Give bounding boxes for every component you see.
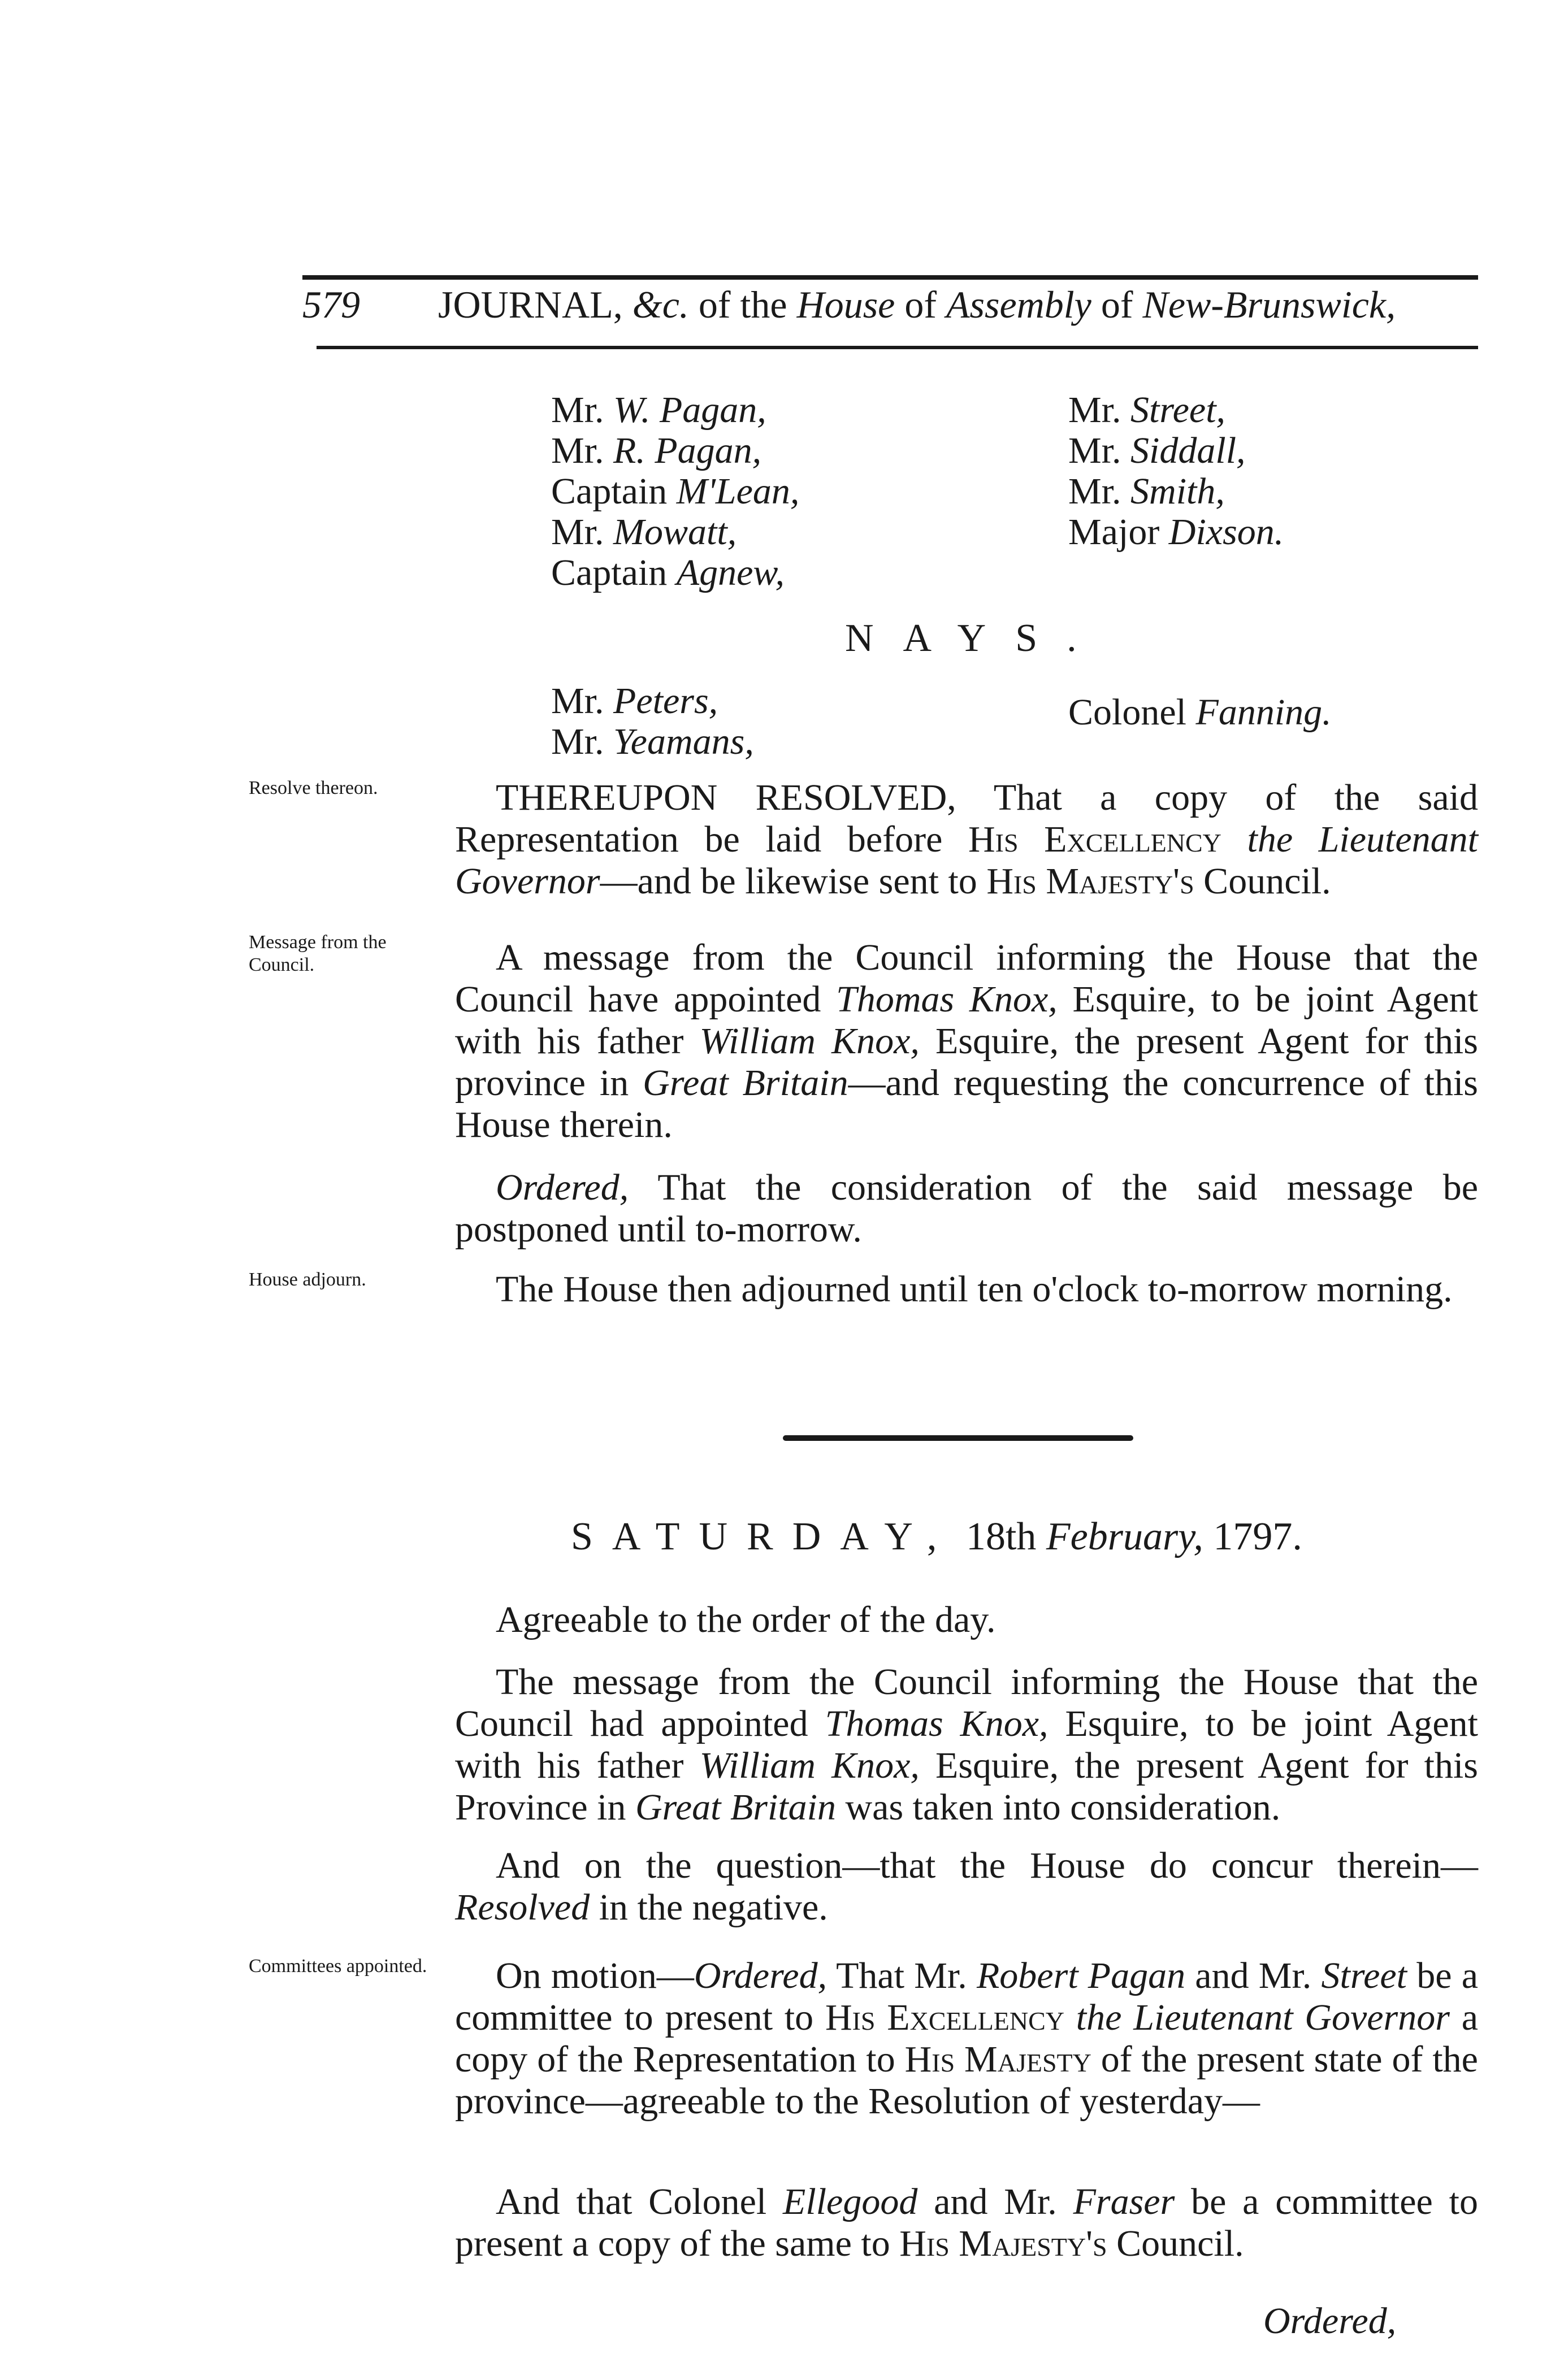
header-rule-top <box>302 275 1478 280</box>
day-heading: SATURDAY, 18th February, 1797. <box>571 1515 1302 1558</box>
yea-name: Mr. Street, <box>1068 389 1226 431</box>
margin-note-adjourn: House adjourn. <box>249 1269 366 1290</box>
page-number: 579 <box>302 283 360 326</box>
margin-note-resolve: Resolve thereon. <box>249 778 378 798</box>
yea-name: Captain M'Lean, <box>551 471 800 512</box>
paragraph-council: The message from the Council informing the House that the Council had appointed Thomas Knox, Esquire, to be joint Agent with his father William Knox, Esquire, the present Agent for this Province in Great Britain was taken into consideration. <box>455 1661 1478 1828</box>
catchword: Ordered, <box>1263 2300 1397 2342</box>
yeas-left-list <box>551 390 799 593</box>
paragraph-resolved: THEREUPON RESOLVED, That a copy of the said Representation be laid before His Excellency the Lieutenant Governor—and be likewise sent to His Majesty's Council. <box>455 777 1479 902</box>
nay-name: Mr. Peters, <box>551 680 718 722</box>
running-header <box>302 283 1478 345</box>
nays-left-list <box>551 681 754 762</box>
paragraph-colonel: And that Colonel Ellegood and Mr. Fraser be a committee to present a copy of the same to His Majesty's Council. <box>455 2181 1478 2264</box>
paragraph-ordered: Ordered, That the consideration of the said message be postponed until to-morrow. <box>455 1167 1478 1250</box>
header-title: JOURNAL, &c. of the House of Assembly of New-Brunswick, <box>438 283 1396 326</box>
paragraph-message: A message from the Council informing the House that the Council have appointed Thomas Knox, Esquire, to be joint Agent with his father William Knox, Esquire, the present Agent for this province in Great Britain—and requesting the concurrence of this House therein. <box>455 937 1479 1145</box>
section-divider <box>783 1435 1133 1441</box>
paragraph-motion: On motion—Ordered, That Mr. Robert Pagan and Mr. Street be a committee to present to His Excellency the Lieutenant Governor a copy of the Representation to His Majesty of the present state of the province—agreeable to the Resolution of yesterday— <box>455 1955 1479 2122</box>
paragraph-agreeable: Agreeable to the order of the day. <box>496 1599 996 1640</box>
nays-heading: NAYS. <box>845 616 1106 660</box>
paragraph-question: And on the question—that the House do concur therein—Resolved in the negative. <box>455 1845 1478 1928</box>
nay-name: Mr. Yeamans, <box>551 721 754 762</box>
yeas-right-list <box>1068 390 1284 553</box>
yea-name: Mr. W. Pagan, <box>551 389 766 431</box>
nay-name: Colonel Fanning. <box>1068 692 1332 733</box>
nays-right-list <box>1068 692 1332 733</box>
yea-name: Major Dixson. <box>1068 511 1284 553</box>
margin-note-message: Message from the Council. <box>249 932 387 975</box>
header-rule-bottom <box>317 346 1478 349</box>
paragraph-adjourn: The House then adjourned until ten o'clock to-morrow morning. <box>496 1269 1453 1310</box>
yea-name: Mr. Siddall, <box>1068 430 1246 471</box>
yea-name: Mr. Mowatt, <box>551 511 737 553</box>
yea-name: Mr. Smith, <box>1068 471 1225 512</box>
yea-name: Captain Agnew, <box>551 552 785 593</box>
margin-note-committees: Committees appointed. <box>249 1956 427 1977</box>
yea-name: Mr. R. Pagan, <box>551 430 762 471</box>
